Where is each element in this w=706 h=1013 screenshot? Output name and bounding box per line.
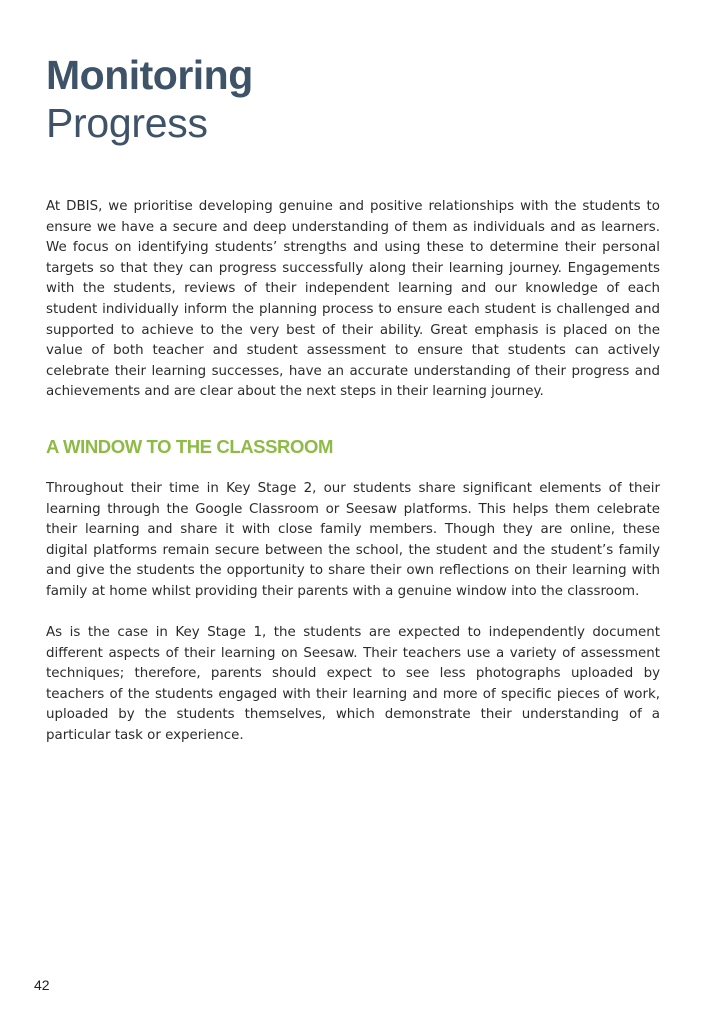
page-title-line-1: Monitoring	[46, 52, 253, 98]
page-number: 42	[34, 977, 50, 993]
section-heading: A WINDOW TO THE CLASSROOM	[46, 436, 334, 457]
section-paragraph-1: Throughout their time in Key Stage 2, our students share significant elements of their learning through the Google Classroom or Seesaw platforms. This helps them celebrate their learning and share it with close family members. Though they are online, these digital platforms remain secure between the school, the student and the student’s family and give the students the opportunity to share their own reflections on their learning with family at home whilst providing their parents with a genuine window into the classroom.	[46, 481, 660, 599]
page-title-line-2: Progress	[46, 100, 208, 146]
page-title	[46, 52, 253, 148]
section-paragraph-2: As is the case in Key Stage 1, the students are expected to independently document different aspects of their learning on Seesaw. Their teachers use a variety of assessment techniques; therefore, parents should expect to see less photographs uploaded by teachers of the students engaged with their learning and more of specific pieces of work, uploaded by the students themselves, which demonstrate their understanding of a particular task or experience.	[46, 625, 660, 743]
intro-paragraph: At DBIS, we prioritise developing genuine and positive relationships with the students to ensure we have a secure and deep understanding of them as individuals and as learners. We focus on identifying students’ strengths and using these to determine their personal targets so that they can progress successfully along their learning journey. Engagements with the students, reviews of their independent learning and our knowledge of each student individually inform the planning process to ensure each student is challenged and supported to achieve to the very best of their ability. Great emphasis is placed on the value of both teacher and student assessment to ensure that students can actively celebrate their learning successes, have an accurate understanding of their progress and achievements and are clear about the next steps in their learning journey.	[46, 199, 660, 400]
